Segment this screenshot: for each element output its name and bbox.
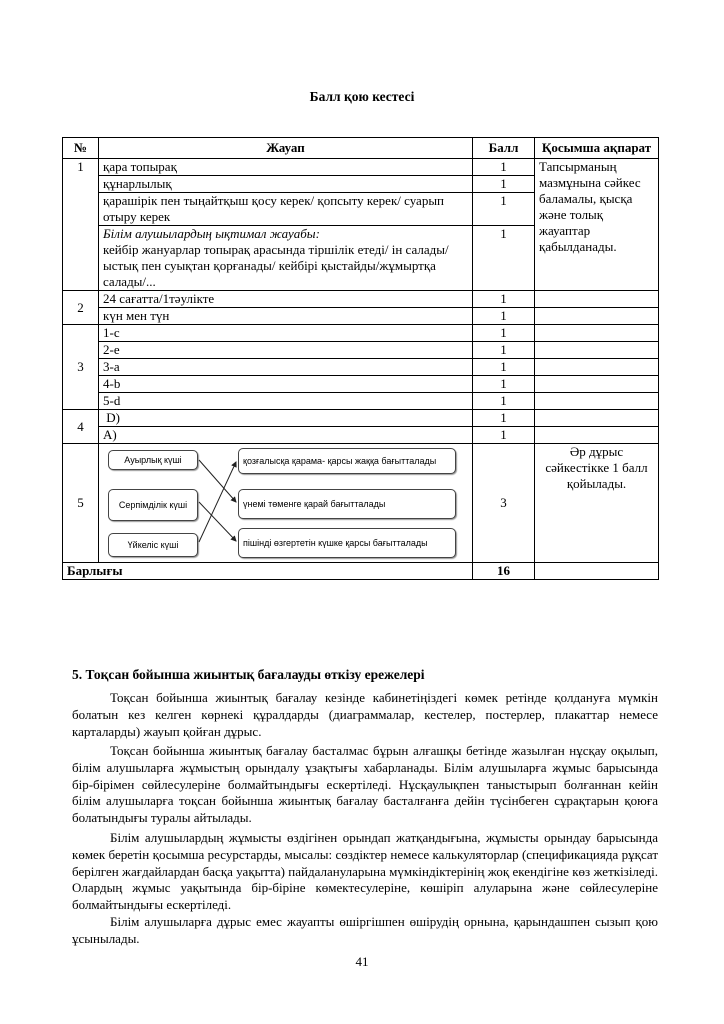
page-title: Балл қою кестесі bbox=[309, 89, 415, 104]
scoring-table bbox=[62, 137, 659, 580]
table-row bbox=[63, 376, 659, 393]
answer-cell: A) bbox=[99, 427, 473, 444]
table-row bbox=[63, 308, 659, 325]
score-cell: 1 bbox=[473, 193, 535, 226]
table-row bbox=[63, 444, 659, 563]
answer-cell: қара топырақ bbox=[99, 159, 473, 176]
answer-cell: күн мен түн bbox=[99, 308, 473, 325]
right-box-shape: пішінді өзгертетін күшке қарсы бағытталады bbox=[238, 528, 456, 558]
table-row bbox=[63, 359, 659, 376]
extra-info-cell bbox=[535, 376, 659, 393]
extra-info-cell bbox=[535, 291, 659, 308]
answer-cell: құнарлылық bbox=[99, 176, 473, 193]
right-box-opposite: қозғалысқа қарама- қарсы жаққа бағытталады bbox=[238, 448, 456, 474]
question-number: 1 bbox=[63, 159, 99, 291]
extra-info-cell bbox=[535, 342, 659, 359]
score-cell: 1 bbox=[473, 393, 535, 410]
extra-info-cell bbox=[535, 359, 659, 376]
matching-diagram bbox=[103, 444, 468, 562]
left-box-gravity: Ауырлық күші bbox=[108, 450, 198, 470]
total-row bbox=[63, 563, 659, 580]
score-cell: 1 bbox=[473, 291, 535, 308]
score-cell: 1 bbox=[473, 376, 535, 393]
table-row bbox=[63, 342, 659, 359]
answer-cell: 1-c bbox=[99, 325, 473, 342]
score-cell: 1 bbox=[473, 176, 535, 193]
table-row bbox=[63, 393, 659, 410]
score-cell: 3 bbox=[473, 444, 535, 563]
section-heading: 5. Тоқсан бойынша жиынтық бағалауды өткізу ережелері bbox=[72, 667, 425, 682]
extra-info-cell: Тапсырманың мазмұнына сәйкес баламалы, қысқа және толық жауаптар қабылданады. bbox=[535, 159, 659, 291]
question-number: 3 bbox=[63, 325, 99, 410]
answer-cell bbox=[99, 410, 473, 427]
arrow-gravity-down bbox=[199, 460, 236, 502]
score-cell: 1 bbox=[473, 325, 535, 342]
paragraph: Білім алушылардың жұмысты өздігінен орындап жатқандығына, жұмысты орындау барысында көмек беретін қосымша ресурстарды, мысалы: сөздіктер немесе калькуляторлар (спецификацияда рұқсат берілген жағдайлардан басқа уақытта) пайдалануларына мүмкіндіктерінің жоқ екендігіне көз жеткізіледі. Олардың жұмыс уақытында бір-біріне көмектесулеріне, көшіріп алуларына және сөйлесулеріне болмайтындығы ескертіледі. bbox=[72, 830, 658, 913]
extra-info-cell bbox=[535, 563, 659, 580]
score-cell: 1 bbox=[473, 226, 535, 291]
question-number: 5 bbox=[63, 444, 99, 563]
question-number: 2 bbox=[63, 291, 99, 325]
table-row bbox=[63, 410, 659, 427]
total-score: 16 bbox=[473, 563, 535, 580]
table-row bbox=[63, 291, 659, 308]
header-extra: Қосымша ақпарат bbox=[535, 138, 659, 159]
score-cell: 1 bbox=[473, 159, 535, 176]
paragraph: Тоқсан бойынша жиынтық бағалау кезінде кабинетіңіздегі көмек ретінде қолдануға мүмкін болатын кез келген көрнекі құралдарды (диаграммалар, кестелер, постерлер, плакаттар немесе карталарды) жауып қойған дұрыс. bbox=[72, 690, 658, 739]
score-cell: 1 bbox=[473, 410, 535, 427]
score-cell: 1 bbox=[473, 308, 535, 325]
answer-cell bbox=[99, 226, 473, 291]
answer-cell: 4-b bbox=[99, 376, 473, 393]
score-cell: 1 bbox=[473, 359, 535, 376]
left-box-friction: Үйкеліс күші bbox=[108, 533, 198, 557]
paragraph: Білім алушыларға дұрыс емес жауапты өшіргішпен өшірудің орнына, қарындашпен сызып қою ұсынылады. bbox=[72, 914, 658, 946]
answer-cell: 2-e bbox=[99, 342, 473, 359]
matching-diagram-cell bbox=[99, 444, 473, 563]
extra-info-cell bbox=[535, 308, 659, 325]
table-row bbox=[63, 325, 659, 342]
possible-answer-label: Білім алушылардың ықтимал жауабы: bbox=[103, 226, 320, 241]
extra-info-cell: Әр дұрыс сәйкестікке 1 балл қойылады. bbox=[535, 444, 659, 563]
score-cell: 1 bbox=[473, 342, 535, 359]
arrow-friction-opposite bbox=[199, 462, 236, 542]
arrow-elastic-shape bbox=[199, 502, 236, 541]
possible-answer-text: кейбір жануарлар топырақ арасында тіршілік етеді/ ін салады/ ыстық пен суықтан қорғанады/ кейбірі қыстайды/жұмыртқа салады/... bbox=[103, 242, 449, 289]
table-header-row bbox=[63, 138, 659, 159]
answer-cell: 24 сағатта/1тәулікте bbox=[99, 291, 473, 308]
extra-info-cell bbox=[535, 325, 659, 342]
page-number: 41 bbox=[355, 954, 369, 969]
answer-cell: 3-a bbox=[99, 359, 473, 376]
table-row bbox=[63, 159, 659, 176]
score-cell: 1 bbox=[473, 427, 535, 444]
answer-cell: қарашірік пен тыңайтқыш қосу керек/ қопсыту керек/ суарып отыру керек bbox=[99, 193, 473, 226]
table-row bbox=[63, 427, 659, 444]
paragraph: Тоқсан бойынша жиынтық бағалау басталмас бұрын алғашқы бетінде жазылған нұсқау оқылып, білім алушыларға жұмыстың орындалу ұзақтығы хабарланады. Білім алушыларға жұмыс барысында бір-бірімен сөйлесулеріне болмайтындығы ескертіледі. Нұсқаулықпен таныстырып болғаннан кейін білім алушыларға тоқсан бойынша жиынтық бағалау басталғанға дейін түсінбеген сұрақтарын қоюға болатындығы туралы айтылады. bbox=[72, 743, 658, 826]
header-score: Балл bbox=[473, 138, 535, 159]
header-answer: Жауап bbox=[99, 138, 473, 159]
header-num: № bbox=[63, 138, 99, 159]
extra-info-cell bbox=[535, 427, 659, 444]
left-box-elastic: Серпімділік күші bbox=[108, 489, 198, 521]
total-label: Барлығы bbox=[63, 563, 473, 580]
right-box-down: үнемі төменге қарай бағытталады bbox=[238, 489, 456, 519]
matching-arrows bbox=[103, 444, 473, 562]
extra-info-cell bbox=[535, 393, 659, 410]
extra-info-cell bbox=[535, 410, 659, 427]
question-number: 4 bbox=[63, 410, 99, 444]
answer-text: D) bbox=[106, 410, 120, 425]
answer-cell: 5-d bbox=[99, 393, 473, 410]
